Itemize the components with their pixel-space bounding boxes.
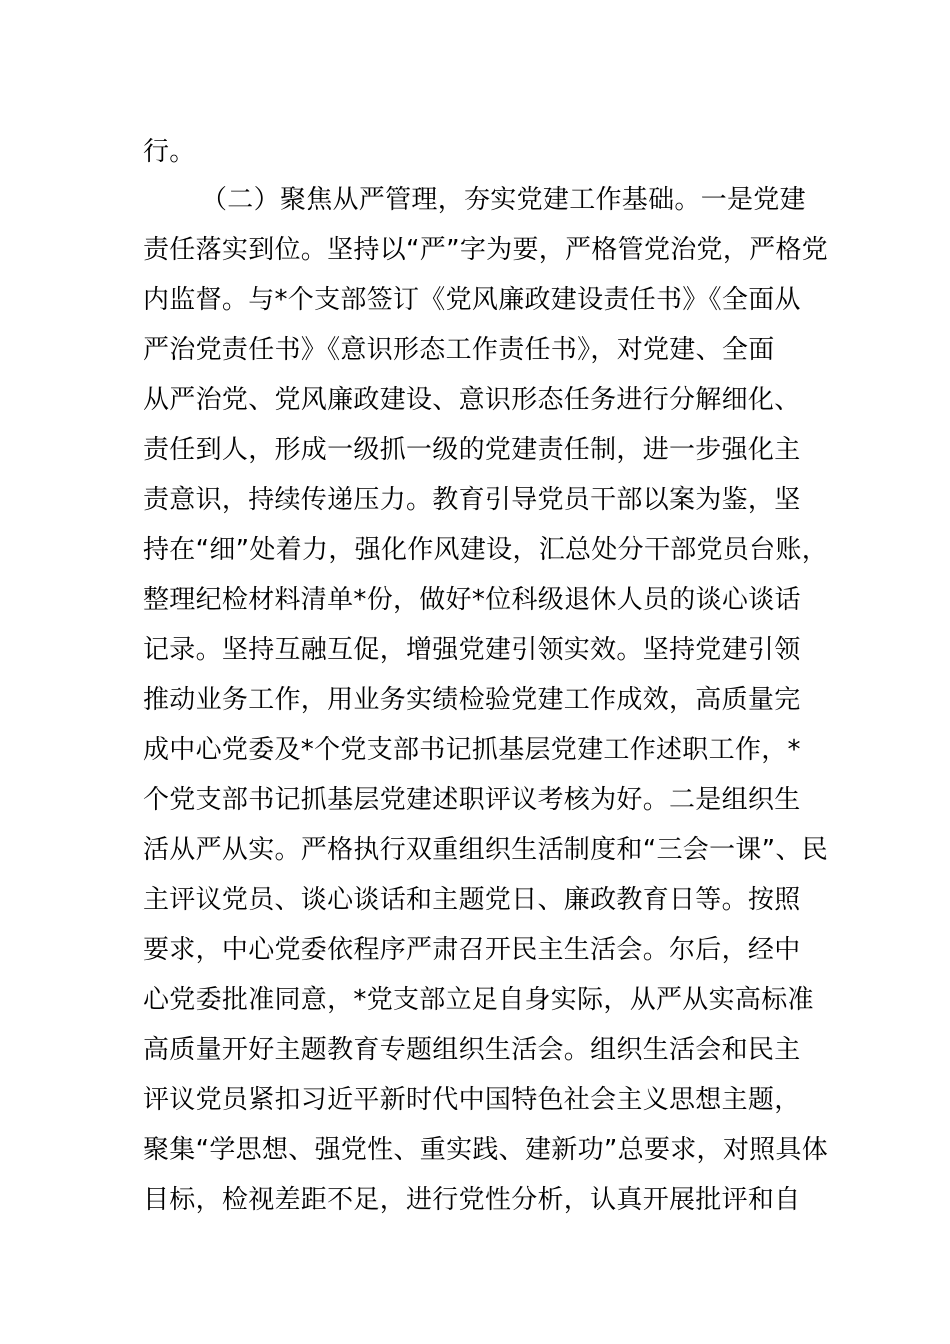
text-line: 推动业务工作，用业务实绩检验党建工作成效，高质量完 bbox=[143, 685, 801, 715]
text-line: 心党委批准同意，*党支部立足自身实际，从严从实高标准 bbox=[143, 985, 814, 1015]
text-line: 内监督。与*个支部签订《党风廉政建设责任书》《全面从 bbox=[143, 285, 801, 315]
text-line: 整理纪检材料清单*份，做好*位科级退休人员的谈心谈话 bbox=[143, 585, 801, 615]
text-line: 从严治党、党风廉政建设、意识形态任务进行分解细化、 bbox=[143, 385, 801, 415]
text-line: 活从严从实。严格执行双重组织生活制度和“三会一课”、民 bbox=[143, 835, 829, 865]
text-line: 个党支部书记抓基层党建述职评议考核为好。二是组织生 bbox=[143, 785, 801, 815]
text-line: 要求，中心党委依程序严肃召开民主生活会。尔后，经中 bbox=[143, 935, 801, 965]
text-line: 责任到人，形成一级抓一级的党建责任制，进一步强化主 bbox=[143, 435, 801, 465]
text-line: 责意识，持续传递压力。教育引导党员干部以案为鉴，坚 bbox=[143, 485, 801, 515]
text-line: 高质量开好主题教育专题组织生活会。组织生活会和民主 bbox=[143, 1035, 801, 1065]
text-line: 行。 bbox=[143, 137, 196, 167]
text-line: 成中心党委及*个党支部书记抓基层党建工作述职工作，* bbox=[143, 735, 801, 765]
text-line: 聚集“学思想、强党性、重实践、建新功”总要求，对照具体 bbox=[143, 1135, 829, 1165]
text-line: 目标，检视差距不足，进行党性分析，认真开展批评和自 bbox=[143, 1185, 801, 1215]
section-heading-line: （二）聚焦从严管理，夯实党建工作基础。一是党建 bbox=[201, 185, 806, 215]
text-line: 责任落实到位。坚持以“严”字为要，严格管党治党，严格党 bbox=[143, 235, 829, 265]
text-line: 严治党责任书》《意识形态工作责任书》，对党建、全面 bbox=[143, 335, 775, 365]
text-line: 记录。坚持互融互促，增强党建引领实效。坚持党建引领 bbox=[143, 635, 801, 665]
text-line: 评议党员紧扣习近平新时代中国特色社会主义思想主题， bbox=[143, 1085, 801, 1115]
text-line: 主评议党员、谈心谈话和主题党日、廉政教育日等。按照 bbox=[143, 885, 801, 915]
text-line: 持在“细”处着力，强化作风建设，汇总处分干部党员台账， bbox=[143, 535, 829, 565]
